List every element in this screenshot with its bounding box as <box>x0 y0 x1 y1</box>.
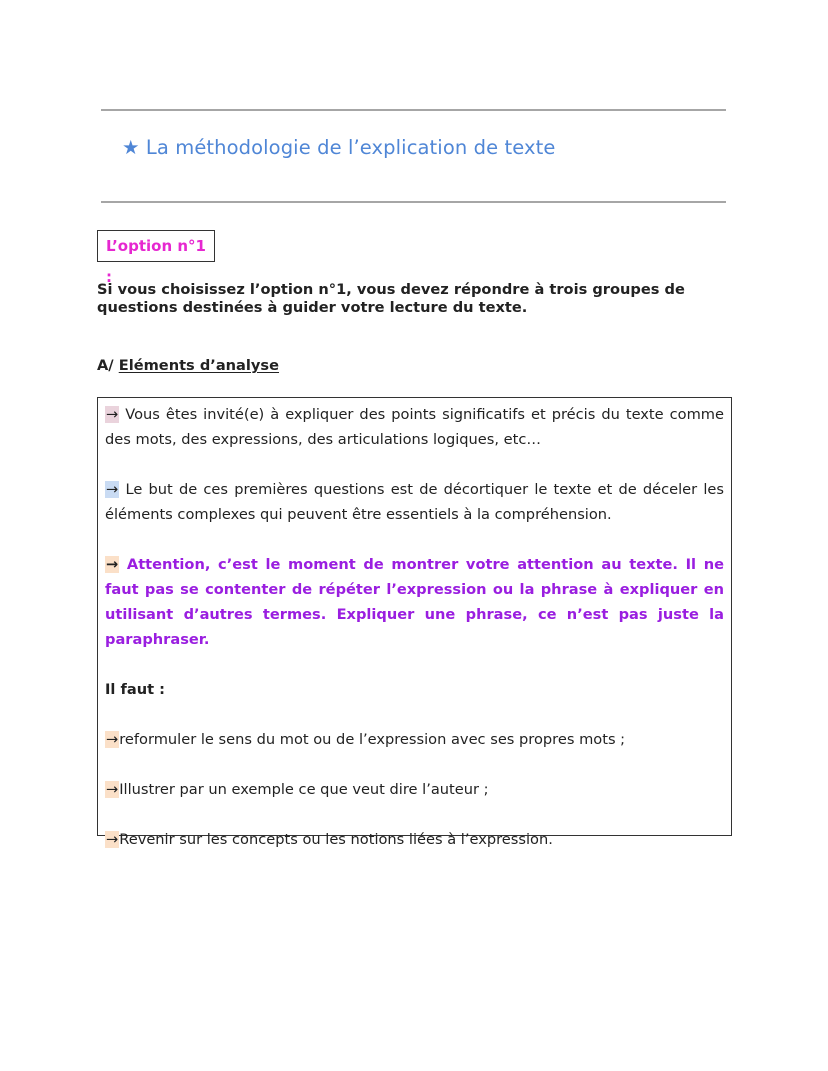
content-box <box>97 397 732 848</box>
list-item <box>105 727 724 752</box>
list-item <box>105 777 724 802</box>
list-item <box>105 827 724 852</box>
il-faut-label: Il faut : <box>105 681 165 698</box>
list-item-text: Revenir sur les concepts ou les notions liées à l’expression. <box>119 831 553 848</box>
title-text: La méthodologie de l’explication de texte <box>145 136 556 159</box>
paragraph-text: Le but de ces premières questions est de décortiquer le texte et de déceler les éléments complexes qui peuvent être essentiels à la compréhension. <box>105 481 725 523</box>
arrow-icon: → <box>106 781 119 798</box>
list-item-text: Illustrer par un exemple ce que veut dire l’auteur ; <box>119 781 489 798</box>
section-heading <box>97 357 279 374</box>
section-prefix: A/ <box>97 357 114 374</box>
paragraph-2 <box>105 477 724 527</box>
intro-paragraph: Si vous choisissez l’option n°1, vous devez répondre à trois groupes de questions destinées à guider votre lecture du texte. <box>97 281 685 316</box>
paragraph-1 <box>105 402 724 452</box>
paragraph-text: Attention, c’est le moment de montrer votre attention au texte. Il ne faut pas se contenter de répéter l’expression ou la phrase à expliquer en utilisant d’autres termes. Expliquer une phrase, ce n’est pas juste la paraphraser. <box>105 556 724 648</box>
star-icon: ★ <box>122 136 140 159</box>
option-label-box: L’option n°1 : <box>97 230 215 262</box>
list-item-text: reformuler le sens du mot ou de l’expression avec ses propres mots ; <box>119 731 626 748</box>
bottom-divider <box>101 201 726 203</box>
arrow-icon: → <box>106 731 119 748</box>
paragraph-3-warning <box>105 552 724 652</box>
arrow-icon: → <box>106 831 119 848</box>
section-title: Eléments d’analyse <box>118 357 280 374</box>
top-divider <box>101 109 726 111</box>
arrow-icon: → <box>106 481 119 498</box>
arrow-icon: → <box>106 556 119 573</box>
page-title <box>122 136 555 159</box>
paragraph-text: Vous êtes invité(e) à expliquer des points significatifs et précis du texte comme des mots, des expressions, des articulations logiques, etc… <box>105 406 725 448</box>
arrow-icon: → <box>106 406 119 423</box>
